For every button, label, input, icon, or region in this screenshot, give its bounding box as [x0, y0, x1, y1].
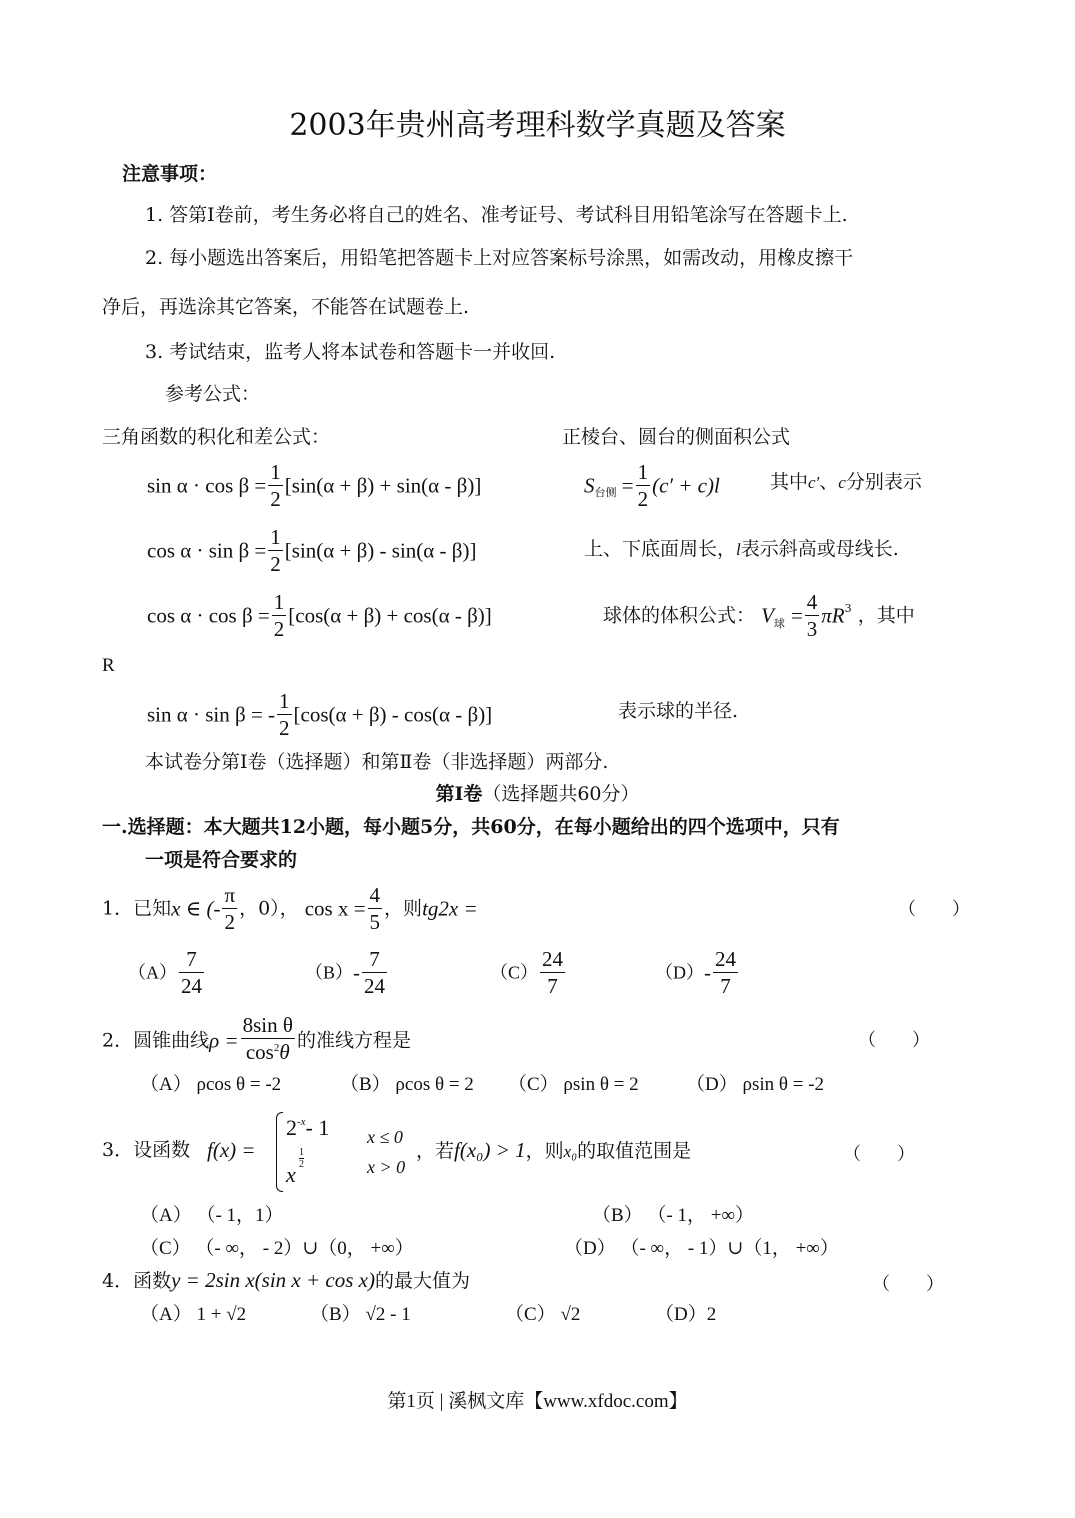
q3-option-c[interactable]: （C） （- ∞， - 2）∪（0， +∞） — [140, 1238, 414, 1259]
half-fraction: $\frac{1}{2}$ — [273, 590, 285, 641]
q4-option-d[interactable]: （D）2 — [655, 1304, 717, 1325]
half-fraction: $\frac{1}{2}$ — [270, 460, 281, 511]
sphere-formula: 球体的体积公式： $V_球$ = $\frac{4}{3}$ $\pi R^3$ ，其中 — [603, 590, 915, 641]
notice-item-2b: 净后，再选涂其它答案，不能答在试题卷上. — [102, 296, 470, 318]
formula-rhs: [sin(α + β) + sin(α - β)] — [284, 473, 482, 498]
frustum-eq: = — [621, 473, 634, 498]
sphere-note-2: 表示球的半径. — [618, 700, 739, 722]
question-3-stem: 3．设函数 — [102, 1139, 191, 1161]
q3-brace — [276, 1112, 283, 1192]
page-footer: 第1页 | 溪枫文库【www.xfdoc.com】 — [387, 1391, 688, 1412]
q1-option-a[interactable]: （A） $\frac{7}{24}$ — [128, 947, 202, 998]
q2-option-d[interactable]: （D） ρsin θ = -2 — [686, 1074, 825, 1095]
q3-case-2: x 1 2 — [286, 1147, 304, 1187]
part1-heading: 第Ⅰ卷（选择题共60分） — [435, 783, 640, 805]
sphere-R: R — [102, 655, 115, 676]
frustum-note-1: 其中c′、c分别表示 — [770, 471, 922, 493]
question-2: 2．圆锥曲线ρ = $\frac{\text{8sin θ}}{\cos^2\theta}$ 的准线方程是 — [102, 1013, 411, 1064]
four-thirds-fraction: $\frac{4}{3}$ — [806, 590, 818, 641]
frustum-S: S — [584, 473, 595, 498]
q3-case-1-condition: x ≤ 0 — [367, 1127, 403, 1147]
q2-option-a[interactable]: （A） ρcos θ = -2 — [140, 1074, 282, 1095]
answer-blank-q1[interactable]: （ ） — [898, 899, 970, 920]
page-title: 2003年贵州高考理科数学真题及答案 — [289, 108, 786, 143]
q4-option-a[interactable]: （A） 1 + √2 — [140, 1304, 247, 1325]
q3-option-b[interactable]: （B） （- 1， +∞） — [592, 1205, 755, 1226]
q4-option-b[interactable]: （B） √2 - 1 — [310, 1304, 411, 1325]
exam-intro: 本试卷分第Ⅰ卷（选择题）和第Ⅱ卷（非选择题）两部分. — [145, 751, 609, 773]
answer-blank-q4[interactable]: （ ） — [872, 1274, 944, 1295]
frustum-note-2: 上、下底面周长，l表示斜高或母线长. — [584, 538, 899, 560]
question-4: 4．函数y = 2sin x(sin x + cos x)的最大值为 — [102, 1268, 470, 1292]
formula-cos-sin: cos α · sin β = $\frac{1}{2}$ [sin(α + β) - sin(α - β)] — [147, 525, 477, 576]
frustum-sub: 台侧 — [594, 486, 617, 500]
q2-option-b[interactable]: （B） ρcos θ = 2 — [340, 1074, 474, 1095]
q1-option-d[interactable]: （D）- $\frac{24}{7}$ — [655, 947, 736, 998]
half-fraction: $\frac{1}{2}$ — [637, 460, 649, 511]
q3-function: f(x) = — [207, 1138, 256, 1162]
formula-reference-label: 参考公式： — [165, 383, 261, 405]
answer-blank-q2[interactable]: （ ） — [858, 1030, 930, 1051]
notice-heading: 注意事项： — [122, 163, 218, 185]
formula-sin-cos — [147, 459, 481, 512]
frustum-formula — [584, 459, 720, 512]
half-fraction: $\frac{1}{2}$ — [270, 525, 281, 576]
notice-item-1: 1. 答第Ⅰ卷前，考生务必将自己的姓名、准考证号、考试科目用铅笔涂写在答题卡上. — [145, 204, 848, 226]
q3-condition: ，若f(x₀) > 1，则x₀的取值范围是 — [416, 1138, 692, 1162]
formula-lhs: sin α · cos β = — [147, 473, 267, 498]
q3-option-d[interactable]: （D） （- ∞， - 1）∪（1， +∞） — [564, 1238, 839, 1259]
notice-item-3: 3. 考试结束，监考人将本试卷和答题卡一并收回. — [145, 341, 556, 363]
half-fraction: $\frac{1}{2}$ — [279, 689, 290, 740]
formula-sin-sin: sin α · sin β = - $\frac{1}{2}$ [cos(α + β) - cos(α - β)] — [147, 689, 493, 740]
formula-cos-cos: cos α · cos β = $\frac{1}{2}$ [cos(α + β) + cos(α - β)] — [147, 590, 492, 641]
section-heading-line2: 一项是符合要求的 — [145, 849, 298, 871]
notice-item-2a: 2. 每小题选出答案后，用铅笔把答题卡上对应答案标号涂黑，如需改动，用橡皮擦干 — [145, 247, 854, 269]
q3-option-a[interactable]: （A） （- 1，1） — [140, 1205, 284, 1226]
frustum-formula-heading: 正棱台、圆台的侧面积公式 — [562, 426, 791, 448]
answer-blank-q3[interactable]: （ ） — [843, 1144, 915, 1165]
q2-option-c[interactable]: （C） ρsin θ = 2 — [508, 1074, 639, 1095]
question-1: 1．已知x ∈ (- $\frac{\pi}{2}$ ，0）， cos x = $\frac{4}{5}$ ，则tg2x = — [102, 883, 478, 934]
section-heading-line1: 一.选择题：本大题共12小题，每小题5分，共60分，在每小题给出的四个选项中，只有 — [102, 816, 840, 838]
q1-option-c[interactable]: （C） $\frac{24}{7}$ — [490, 947, 564, 998]
trig-formula-heading: 三角函数的积化和差公式： — [102, 426, 331, 448]
q3-case-2-condition: x > 0 — [367, 1157, 406, 1177]
q4-option-c[interactable]: （C） √2 — [505, 1304, 581, 1325]
q3-case-1: $2^{-x}-$ 1 — [286, 1115, 330, 1140]
frustum-rhs: (c′ + c)l — [652, 473, 720, 498]
q1-option-b[interactable]: （B）- $\frac{7}{24}$ — [305, 947, 386, 998]
